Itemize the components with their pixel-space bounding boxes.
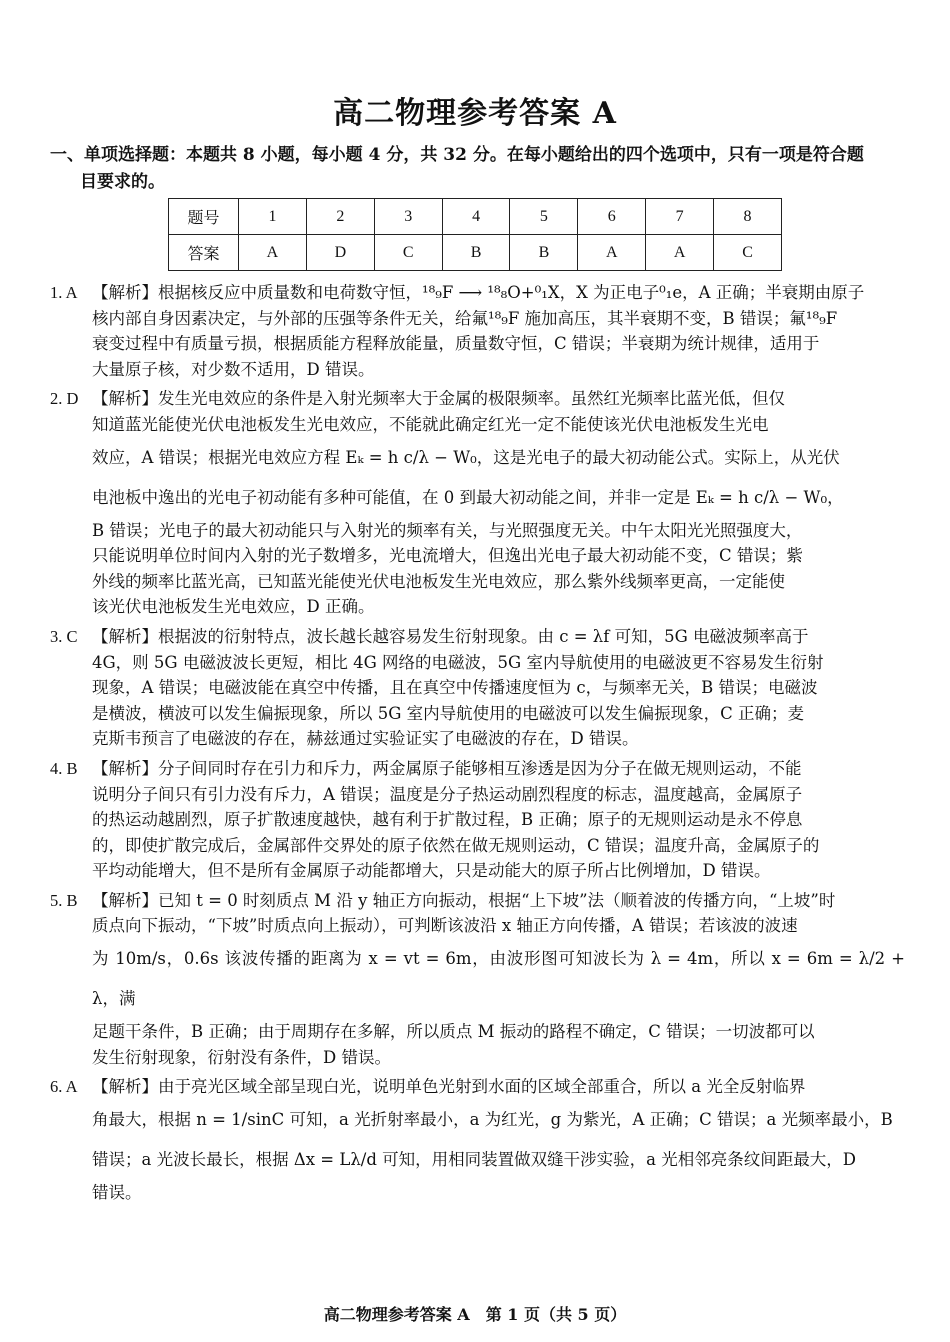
solution-line: 只能说明单位时间内入射的光子数增多，光电流增大，但逸出光电子最大初动能不变，C 错误；紫 — [92, 546, 803, 566]
solution-line: 该光伏电池板发生光电效应，D 正确。 — [92, 597, 375, 617]
solution-item-4 — [50, 756, 905, 884]
section-heading — [50, 142, 910, 196]
solution-line: 【解析】已知 t = 0 时刻质点 M 沿 y 轴正方向振动，根据“上下坡”法（顺着波的传播方向，“上坡”时 — [92, 890, 836, 910]
solution-number: 6. A — [50, 1077, 78, 1097]
solution-line: 【解析】由于亮光区域全部呈现白光，说明单色光射到水面的区域全部重合，所以 a 光全反射临界 — [92, 1077, 806, 1097]
row-label-answer: 答案 — [169, 235, 239, 271]
solution-line: 大量原子核，对少数不适用，D 错误。 — [92, 359, 375, 379]
question-number: 6 — [578, 199, 646, 235]
question-number: 5 — [510, 199, 578, 235]
solution-number: 2. D — [50, 389, 79, 409]
solution-item-2 — [50, 386, 905, 620]
solution-line: 质点向下振动，“下坡”时质点向上振动），可判断该波沿 x 轴正方向传播，A 错误；若该波的波速 — [92, 916, 798, 936]
solution-line: 的，即使扩散完成后，金属部件交界处的原子依然在做无规则运动，C 错误；温度升高，金属原子的 — [92, 835, 820, 855]
solution-line: 足题干条件，B 正确；由于周期存在多解，所以质点 M 振动的路程不确定，C 错误；一切波都可以 — [92, 1022, 815, 1042]
section-heading-line2: 目要求的。 — [80, 172, 165, 192]
solution-number: 1. A — [50, 283, 78, 302]
question-number: 4 — [442, 199, 510, 235]
solution-line: 错误；a 光波长最长，根据 Δx = Lλ/d 可知，用相同装置做双缝干涉实验，a 光相邻亮条纹间距最大，D — [92, 1149, 856, 1169]
answer-table — [168, 198, 782, 271]
solution-line: 电池板中逸出的光电子初动能有多种可能值，在 0 到最大初动能之间，并非一定是 Eₖ = h c/λ − W₀， — [92, 487, 844, 507]
solution-line: 知道蓝光能使光伏电池板发生光电效应，不能就此确定红光一定不能使该光伏电池板发生光电 — [92, 414, 769, 434]
page-footer: 高二物理参考答案 A 第 1 页（共 5 页） — [323, 1305, 627, 1324]
solution-line: 核内部自身因素决定，与外部的压强等条件无关，给氟¹⁸₉F 施加高压，其半衰期不变，B 错误；氟¹⁸₉F — [92, 308, 838, 328]
solution-number: 3. C — [50, 626, 78, 646]
question-number: 1 — [239, 199, 307, 235]
solution-line: 现象，A 错误；电磁波能在真空中传播，且在真空中传播速度恒为 c，与频率无关，B 错误；电磁波 — [92, 678, 818, 698]
solution-number: 5. B — [50, 890, 78, 910]
solution-line: 说明分子间只有引力没有斥力，A 错误；温度是分子热运动剧烈程度的标志，温度越高，金属原子 — [92, 784, 803, 804]
solution-line: 衰变过程中有质量亏损，根据质能方程释放能量，质量数守恒，C 错误；半衰期为统计规律，适用于 — [92, 334, 820, 354]
solution-line: 的热运动越剧烈，原子扩散速度越快，越有利于扩散过程，B 正确；原子的无规则运动是永不停息 — [92, 810, 803, 830]
solution-item-5 — [50, 888, 905, 1070]
solution-line: 效应，A 错误；根据光电效应方程 Eₖ = h c/λ − W₀，这是光电子的最大初动能公式。实际上，从光伏 — [92, 447, 840, 467]
question-number: 7 — [646, 199, 714, 235]
row-label-number: 题号 — [169, 199, 239, 235]
solution-line: 【解析】发生光电效应的条件是入射光频率大于金属的极限频率。虽然红光频率比蓝光低，但仅 — [92, 389, 785, 409]
solution-line: 角最大，根据 n = 1/sinC 可知，a 光折射率最小，a 为红光，g 为紫光，A 正确；C 错误；a 光频率最小，B — [92, 1109, 893, 1129]
answer-cell: A — [646, 235, 714, 271]
solution-line: 为 10m/s，0.6s 该波传播的距离为 x = vt = 6m，由波形图可知波长为 λ = 4m，所以 x = 6m = λ/2 + λ，满 — [92, 949, 905, 1009]
solution-line: 平均动能增大，但不是所有金属原子动能都增大，只是动能大的原子所占比例增加，D 错误。 — [92, 861, 771, 881]
solution-line: 克斯韦预言了电磁波的存在，赫兹通过实验证实了电磁波的存在，D 错误。 — [92, 729, 639, 749]
question-number: 3 — [374, 199, 442, 235]
answer-cell: C — [714, 235, 782, 271]
solution-line: 【解析】根据核反应中质量数和电荷数守恒，¹⁸₉F ⟶ ¹⁸₈O+⁰₁X，X 为正电子⁰₁e，A 正确；半衰期由原子 — [92, 283, 865, 302]
answer-cell: D — [306, 235, 374, 271]
solution-line: 【解析】分子间同时存在引力和斥力，两金属原子能够相互渗透是因为分子在做无规则运动，不能 — [92, 758, 802, 778]
page-title: 高二物理参考答案 A — [333, 96, 617, 131]
solution-list — [50, 280, 905, 1209]
solution-item-3 — [50, 624, 905, 752]
answer-cell: B — [442, 235, 510, 271]
answer-cell: A — [239, 235, 307, 271]
question-number: 8 — [714, 199, 782, 235]
solution-line: 是横波，横波可以发生偏振现象，所以 5G 室内导航使用的电磁波可以发生偏振现象，C 正确；麦 — [92, 703, 805, 723]
answer-table-answer-row — [169, 235, 782, 271]
solution-line: 发生衍射现象，衍射没有条件，D 错误。 — [92, 1047, 391, 1067]
question-number: 2 — [306, 199, 374, 235]
answer-cell: C — [374, 235, 442, 271]
solution-line: 4G，则 5G 电磁波波长更短，相比 4G 网络的电磁波，5G 室内导航使用的电磁波更不容易发生衍射 — [92, 652, 824, 672]
answer-cell: B — [510, 235, 578, 271]
solution-item-6 — [50, 1074, 905, 1205]
solution-line: B 错误；光电子的最大初动能只与入射光的频率有关，与光照强度无关。中午太阳光光照强度大， — [92, 520, 803, 540]
section-heading-line1: 一、单项选择题：本题共 8 小题，每小题 4 分，共 32 分。在每小题给出的四个选项中，只有一项是符合题 — [50, 145, 864, 165]
answer-cell: A — [578, 235, 646, 271]
solution-item-1 — [50, 280, 905, 382]
solution-number: 4. B — [50, 758, 78, 778]
solution-line: 【解析】根据波的衍射特点，波长越长越容易发生衍射现象。由 c = λf 可知，5G 电磁波频率高于 — [92, 626, 809, 646]
solution-line: 外线的频率比蓝光高，已知蓝光能使光伏电池板发生光电效应，那么紫外线频率更高，一定能使 — [92, 571, 785, 591]
answer-table-number-row — [169, 199, 782, 235]
solution-line: 错误。 — [92, 1182, 142, 1202]
